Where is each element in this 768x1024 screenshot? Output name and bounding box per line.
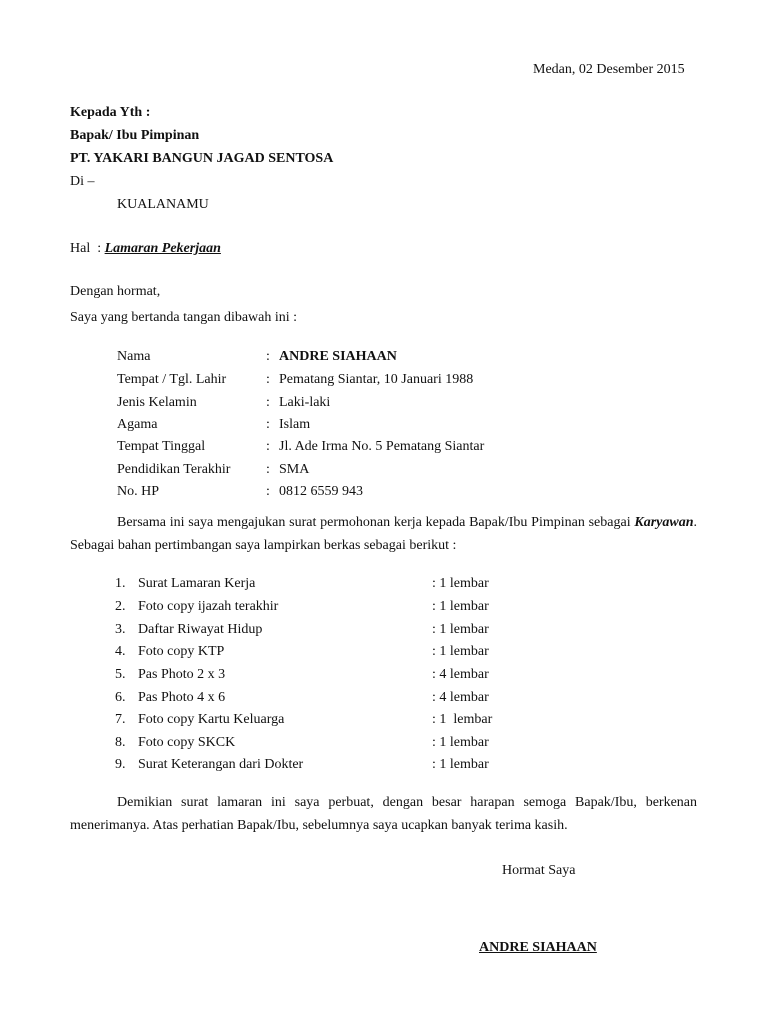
identity-label: Jenis Kelamin xyxy=(117,395,197,410)
list-item xyxy=(115,598,615,616)
list-number: 5. xyxy=(115,667,126,682)
recipient-greeting: Kepada Yth : xyxy=(70,105,151,120)
body-text-1: Bersama ini saya mengajukan surat permohonan kerja kepada Bapak/Ibu Pimpinan sebagai xyxy=(117,515,635,530)
list-quantity: : 1 lembar xyxy=(432,735,489,750)
identity-value: Islam xyxy=(279,417,311,432)
list-number: 7. xyxy=(115,712,126,727)
body-text-2: . Sebagai bahan pertimbangan saya lampirkan berkas sebagai berikut : xyxy=(70,515,697,553)
list-number: 8. xyxy=(115,735,126,750)
letter-date: Medan, 02 Desember 2015 xyxy=(533,62,685,77)
list-quantity: : 1 lembar xyxy=(432,712,493,727)
identity-row-name xyxy=(117,348,717,366)
subject-line xyxy=(70,240,221,258)
list-item xyxy=(115,711,615,729)
list-text: Foto copy ijazah terakhir xyxy=(138,599,279,614)
list-text: Daftar Riwayat Hidup xyxy=(138,622,263,637)
list-text: Foto copy SKCK xyxy=(138,735,236,750)
closing-text: Demikian surat lamaran ini saya perbuat, dengan besar harapan semoga Bapak/Ibu, berkenan menerimanya. Atas perhatian Bapak/Ibu, sebelumnya saya ucapkan banyak terima kasih. xyxy=(70,795,697,833)
identity-row-education xyxy=(117,461,717,479)
subject-label: Hal : xyxy=(70,241,102,256)
list-text: Pas Photo 2 x 3 xyxy=(138,667,226,682)
list-number: 3. xyxy=(115,622,126,637)
list-text: Foto copy Kartu Keluarga xyxy=(138,712,285,727)
list-quantity: : 1 lembar xyxy=(432,622,489,637)
identity-row-birth xyxy=(117,371,717,389)
identity-colon: : xyxy=(266,484,270,499)
recipient-title: Bapak/ Ibu Pimpinan xyxy=(70,128,200,143)
list-text: Surat Lamaran Kerja xyxy=(138,576,256,591)
identity-row-phone xyxy=(117,483,717,501)
identity-row-address xyxy=(117,438,717,456)
identity-colon: : xyxy=(266,417,270,432)
recipient-company: PT. YAKARI BANGUN JAGAD SENTOSA xyxy=(70,151,334,166)
list-item xyxy=(115,575,615,593)
identity-colon: : xyxy=(266,395,270,410)
list-text: Foto copy KTP xyxy=(138,644,225,659)
identity-label: Nama xyxy=(117,349,151,364)
list-quantity: : 4 lembar xyxy=(432,667,489,682)
body-emphasis: Karyawan xyxy=(634,515,694,530)
identity-label: Tempat Tinggal xyxy=(117,439,206,454)
list-quantity: : 1 lembar xyxy=(432,599,489,614)
list-quantity: : 4 lembar xyxy=(432,690,489,705)
list-number: 4. xyxy=(115,644,126,659)
list-item xyxy=(115,734,615,752)
signature-name: ANDRE SIAHAAN xyxy=(479,940,597,955)
list-quantity: : 1 lembar xyxy=(432,576,489,591)
body-paragraph xyxy=(70,511,697,557)
subject-value: Lamaran Pekerjaan xyxy=(104,241,221,256)
identity-value: ANDRE SIAHAAN xyxy=(279,349,397,364)
identity-label: Tempat / Tgl. Lahir xyxy=(117,372,227,387)
list-number: 9. xyxy=(115,757,126,772)
identity-value: 0812 6559 943 xyxy=(279,484,363,499)
intro-text: Saya yang bertanda tangan dibawah ini : xyxy=(70,310,298,325)
signature-salutation: Hormat Saya xyxy=(502,863,576,878)
identity-label: Pendidikan Terakhir xyxy=(117,462,231,477)
list-number: 1. xyxy=(115,576,126,591)
greeting: Dengan hormat, xyxy=(70,284,161,299)
identity-value: Jl. Ade Irma No. 5 Pematang Siantar xyxy=(279,439,485,454)
closing-paragraph xyxy=(70,791,697,837)
identity-colon: : xyxy=(266,372,270,387)
list-item xyxy=(115,643,615,661)
list-text: Surat Keterangan dari Dokter xyxy=(138,757,304,772)
identity-label: Agama xyxy=(117,417,158,432)
identity-colon: : xyxy=(266,349,270,364)
identity-value: Pematang Siantar, 10 Januari 1988 xyxy=(279,372,474,387)
recipient-di: Di – xyxy=(70,174,95,189)
identity-row-gender xyxy=(117,394,717,412)
list-text: Pas Photo 4 x 6 xyxy=(138,690,226,705)
list-item xyxy=(115,666,615,684)
list-item xyxy=(115,689,615,707)
identity-row-religion xyxy=(117,416,717,434)
list-number: 6. xyxy=(115,690,126,705)
recipient-city: KUALANAMU xyxy=(117,197,209,212)
list-number: 2. xyxy=(115,599,126,614)
identity-label: No. HP xyxy=(117,484,160,499)
list-quantity: : 1 lembar xyxy=(432,757,489,772)
identity-colon: : xyxy=(266,462,270,477)
list-item xyxy=(115,756,615,774)
list-item xyxy=(115,621,615,639)
identity-value: SMA xyxy=(279,462,310,477)
identity-value: Laki-laki xyxy=(279,395,331,410)
list-quantity: : 1 lembar xyxy=(432,644,489,659)
identity-colon: : xyxy=(266,439,270,454)
